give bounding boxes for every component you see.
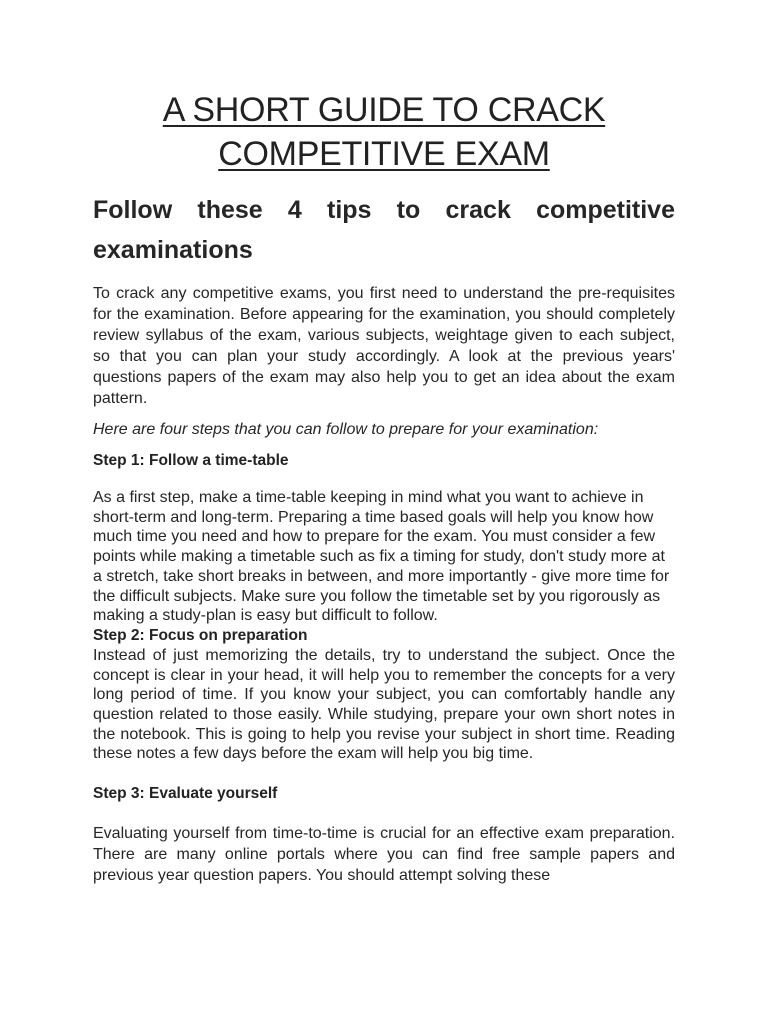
step-3-heading: Step 3: Evaluate yourself — [93, 785, 278, 803]
document-title: A SHORT GUIDE TO CRACK COMPETITIVE EXAM — [162, 91, 606, 173]
step-2-heading: Step 2: Focus on preparation — [93, 626, 308, 644]
steps-intro-text: Here are four steps that you can follow to prepare for your examination: — [93, 421, 599, 438]
document-page — [93, 88, 675, 886]
step-3-body: Evaluating yourself from time-to-time is crucial for an effective exam preparation. There are many online portals where you can find free sample papers and previous year question papers. You should attempt solving these — [93, 825, 675, 885]
step-1-heading: Step 1: Follow a time-table — [93, 452, 289, 469]
step-2-body: Instead of just memorizing the details, try to understand the subject. Once the concept is clear in your head, it will help you to remember the concepts for a very long period of time. If you know your subject, you can comfortably handle any question related to those easily. While studying, prepare your own short notes in the notebook. This is going to help you revise your subject in short time. Reading these notes a few days before the exam will help you big time. — [93, 646, 675, 763]
intro-paragraph: To crack any competitive exams, you first need to understand the pre-requisites for the examination. Before appearing for the examination, you should completely review syllabus of the exam, various subjects, weightage given to each subject, so that you can plan your study accordingly. A look at the previous years' questions papers of the exam may also help you to get an idea about the exam pattern. — [93, 285, 675, 407]
step-1-body: As a first step, make a time-table keeping in mind what you want to achieve in short-term and long-term. Preparing a time based goals will help you know how much time you need and how to prepare for the exam. You must consider a few points while making a timetable such as fix a timing for study, don't study more at a stretch, take short breaks in between, and more importantly - give more time for the difficult subjects. Make sure you follow the timetable set by you rigorously as making a study-plan is easy but difficult to follow. — [93, 489, 670, 625]
document-subtitle: Follow these 4 tips to crack competitive examinations — [93, 196, 675, 264]
